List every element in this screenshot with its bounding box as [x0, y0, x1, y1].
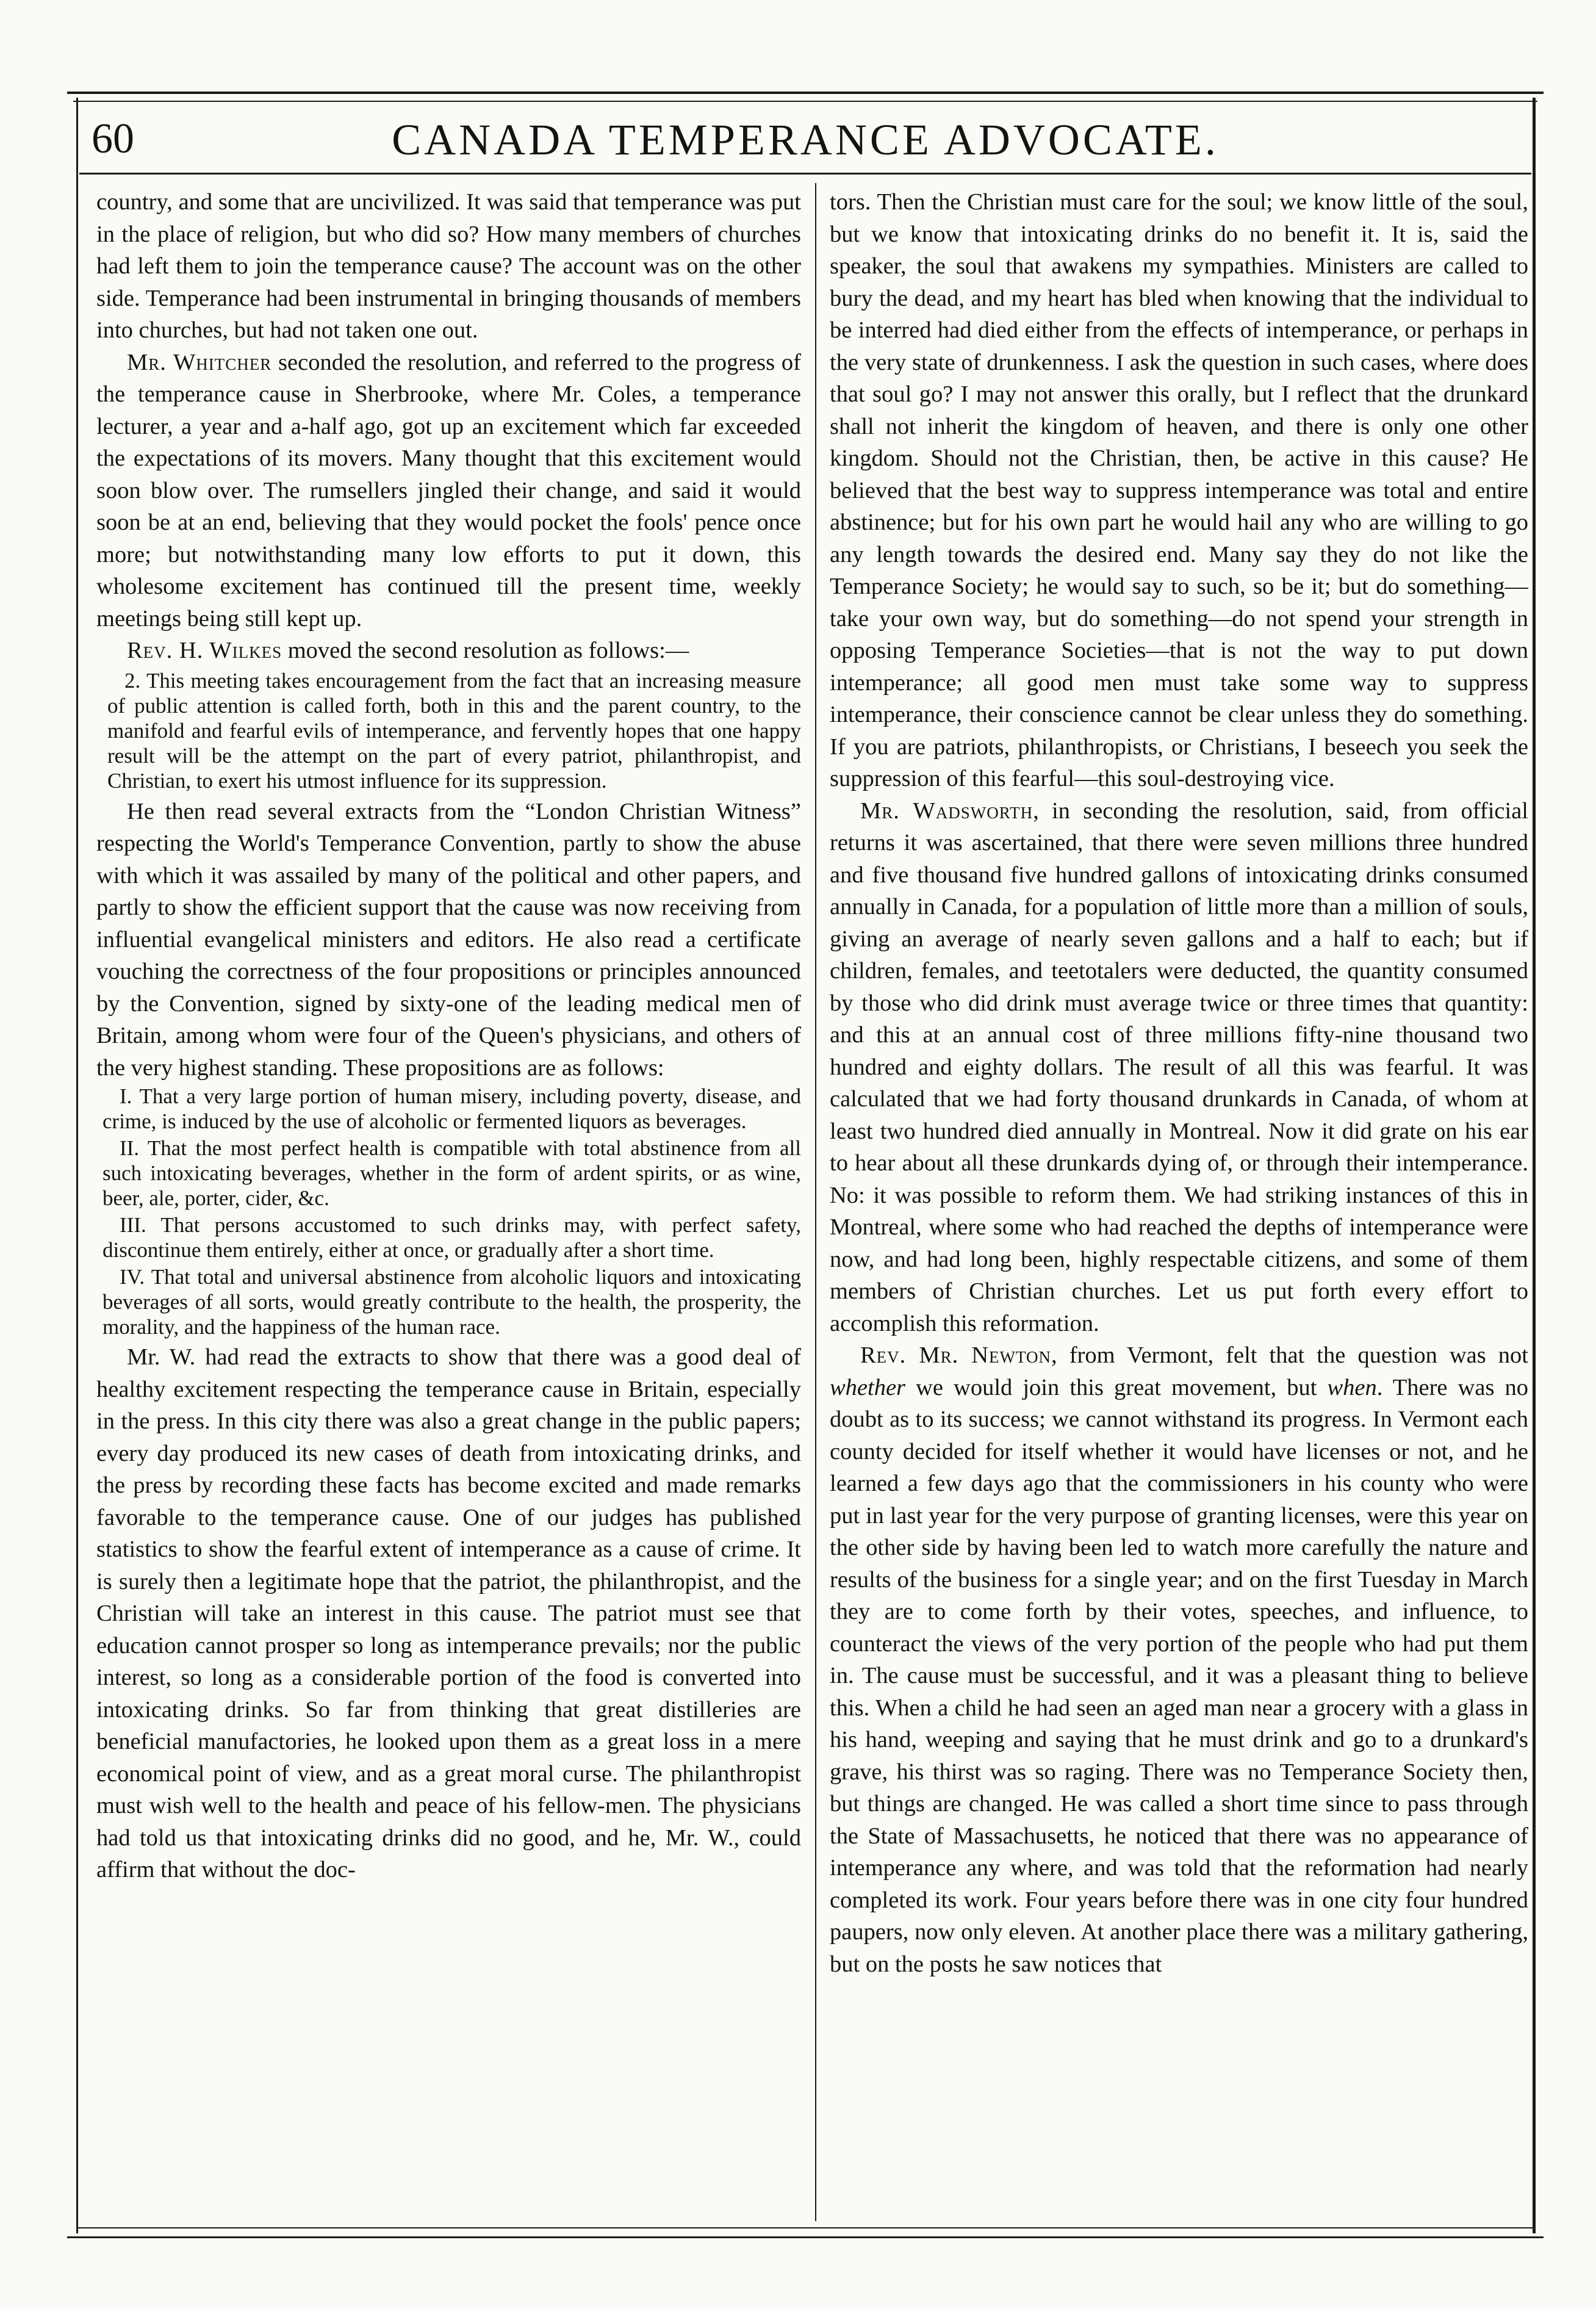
proposition-four: IV. That total and universal abstinence from alcoholic liquors and intoxicating beverages of all sorts, would greatly contribute to the health, the prosperity, the morality, and the happiness of the human race.	[102, 1265, 801, 1339]
emphasis: when	[1327, 1374, 1377, 1400]
proposition-one: I. That a very large portion of human misery, including poverty, disease, and crime, is induced by the use of alcoholic or fermented liquors as beverages.	[102, 1084, 801, 1133]
left-column	[96, 186, 801, 2218]
right-border	[1533, 98, 1536, 2233]
speaker-name: Mr. Wadsworth	[860, 798, 1033, 824]
resolution-two: 2. This meeting takes encouragement from the fact that an increasing measure of public attention is called forth, both in this and the parent country, to the manifold and fearful evils of intemperance, and fervently hopes that one happy result will be the attempt on the part of every patriot, philanthropist, and Christian, to exert his utmost influence for its suppression.	[107, 668, 801, 793]
paragraph-whitcher: Mr. Whitcher seconded the resolution, and referred to the progress of the temperance cause in Sherbrooke, where Mr. Coles, a temperance lecturer, a year and a-half ago, got up an excitement which far exceeded the expectations of its movers. Many thought that this excitement would soon blow over. The rumsellers jingled their change, and said it would soon be at an end, believing that they would pocket the fools' pence once more; but notwithstanding many low efforts to put it down, this wholesome excitement has continued till the present time, weekly meetings being still kept up.	[96, 349, 801, 632]
top-rule-outer	[67, 92, 1544, 94]
left-border	[76, 98, 78, 2233]
speaker-name: Mr. Whitcher	[127, 349, 272, 375]
paragraph-extracts: He then read several extracts from the “London Christian Witness” respecting the World's Temperance Convention, partly to show the abuse with which it was assailed by many of the political and other papers, and partly to show the efficient support that the cause was now receiving from influential evangelical ministers and editors. He also read a certificate vouching the correctness of the four propositions or principles announced by the Convention, signed by sixty-one of the leading medical men of Britain, among whom were four of the Queen's physicians, and others of the very highest standing. These propositions are as follows:	[96, 798, 801, 1081]
speaker-name: Rev. H. Wilkes	[127, 638, 282, 663]
proposition-three: III. That persons accustomed to such drinks may, with perfect safety, discontinue them entirely, either at once, or gradually after a short time.	[102, 1213, 801, 1262]
speaker-name: Rev. Mr. Newton	[860, 1342, 1052, 1368]
top-rule-inner	[73, 101, 1537, 102]
page-header	[79, 110, 1531, 171]
column-divider	[815, 183, 816, 2221]
paragraph-mr-w: Mr. W. had read the extracts to show that there was a good deal of healthy excitement respecting the temperance cause in Britain, especially in the press. In this city there was also a great change in the public papers; every day produced its new cases of death from intoxicating drinks, and the press by recording these facts has become excited and made remarks favorable to the temperance cause. One of our judges has published statistics to show the fearful extent of intemperance as a cause of crime. It is surely then a legitimate hope that the patriot, the philanthropist, and the Christian will take an interest in this cause. The patriot must see that education cannot prosper so long as intemperance prevails; nor the public interest, so long as a considerable portion of the food is converted into intoxicating drinks. So far from thinking that great distilleries are beneficial manufactories, he looked upon them as a great loss in a mere economical point of view, and as a great moral curse. The philanthropist must wish well to the health and peace of his fellow-men. The physicians had told us that intoxicating drinks did no good, and he, Mr. W., could affirm that without the doc-	[96, 1344, 801, 1882]
right-column	[830, 186, 1528, 2218]
paragraph-newton: Rev. Mr. Newton, from Vermont, felt that the question was not whether we would join this great movement, but when. There was no doubt as to its success; we cannot withstand its progress. In Vermont each county decided for itself whether it would have licenses or not, and he learned a few days ago that the commissioners in his county who were put in last year for the very purpose of granting licenses, were this year on the other side by having been led to watch more carefully the nature and results of the business for a single year; and on the first Tuesday in March they are to come forth by their votes, speeches, and influence, to counteract the views of the very portion of the people who had put them in. The cause must be successful, and it was a pleasant thing to believe this. When a child he had seen an aged man near a grocery with a glass in his hand, weeping and saying that he must drink and go to a drunkard's grave, his thirst was so raging. There was no Temperance Society then, but things are changed. He was called a short time since to pass through the State of Massachusetts, he noticed that there was no appearance of intemperance any where, and was told that the reformation had nearly completed its work. Four years before there was in one city four hundred paupers, now only eleven. At another place there was a military gathering, but on the posts he saw notices that	[830, 1342, 1528, 1977]
paragraph-wilkes: Rev. H. Wilkes moved the second resolution as follows:—	[127, 638, 689, 663]
paragraph-continued: tors. Then the Christian must care for the soul; we know little of the soul, but we know that intoxicating drinks do no benefit it. It is, said the speaker, the soul that awakens my sympathies. Ministers are called to bury the dead, and my heart has bled when knowing that the individual to be interred had died either from the effects of intemperance, or perhaps in the very state of drunkenness. I ask the question in such cases, where does that soul go? I may not answer this orally, but I reflect that the drunkard shall not inherit the kingdom of heaven, and there is only one other kingdom. Should not the Christian, then, be active in this cause? He believed that the best way to suppress intemperance was total and entire abstinence; but for his own part he would hail any who are willing to go any length towards the desired end. Many say they do not like the Temperance Society; he would say to such, so be it; but do something—take your own way, but do something—do not spend your strength in opposing Temperance Societies—that is not the way to put down intemperance; all good men must take some way to suppress intemperance, their conscience cannot be clear unless they do something. If you are patriots, philanthropists, or Christians, I beseech you seek the suppression of this fearful—this soul-destroying vice.	[830, 189, 1528, 791]
header-underline	[79, 173, 1531, 175]
bottom-rule-inner	[76, 2227, 1534, 2228]
paper-title: CANADA TEMPERANCE ADVOCATE.	[392, 115, 1219, 164]
proposition-two: II. That the most perfect health is compatible with total abstinence from all such intoxicating beverages, whether in the form of ardent spirits, or as wine, beer, ale, porter, cider, &c.	[102, 1136, 801, 1210]
paragraph-continued: country, and some that are uncivilized. It was said that temperance was put in the place of religion, but who did so? How many members of churches had left them to join the temperance cause? The account was on the other side. Temperance had been instrumental in bringing thousands of members into churches, but had not taken one out.	[96, 189, 801, 343]
bottom-rule-outer	[67, 2236, 1544, 2238]
emphasis: whether	[830, 1374, 906, 1400]
page-number: 60	[92, 115, 134, 162]
paragraph-wadsworth: Mr. Wadsworth, in seconding the resolution, said, from official returns it was ascertained, that there were seven millions three hundred and five thousand five hundred gallons of intoxicating drinks consumed annually in Canada, for a population of little more than a million of souls, giving an average of nearly seven gallons and a half to each; but if children, females, and teetotalers were deducted, the quantity consumed by those who did drink must average twice or three times that quantity: and this at an annual cost of three millions fifty-nine thousand two hundred and eighty dollars. The result of all this was fearful. It was calculated that we had forty thousand drunkards in Canada, of whom at least two hundred died annually in Montreal. Now it did grate on his ear to hear about all these drunkards dying of, or through their intemperance. No: it was possible to reform them. We had striking instances of this in Montreal, where some who had reached the depths of intemperance were now, and had long been, highly respectable citizens, and some of them members of Christian churches. Let us put forth every effort to accomplish this reformation.	[830, 798, 1528, 1336]
